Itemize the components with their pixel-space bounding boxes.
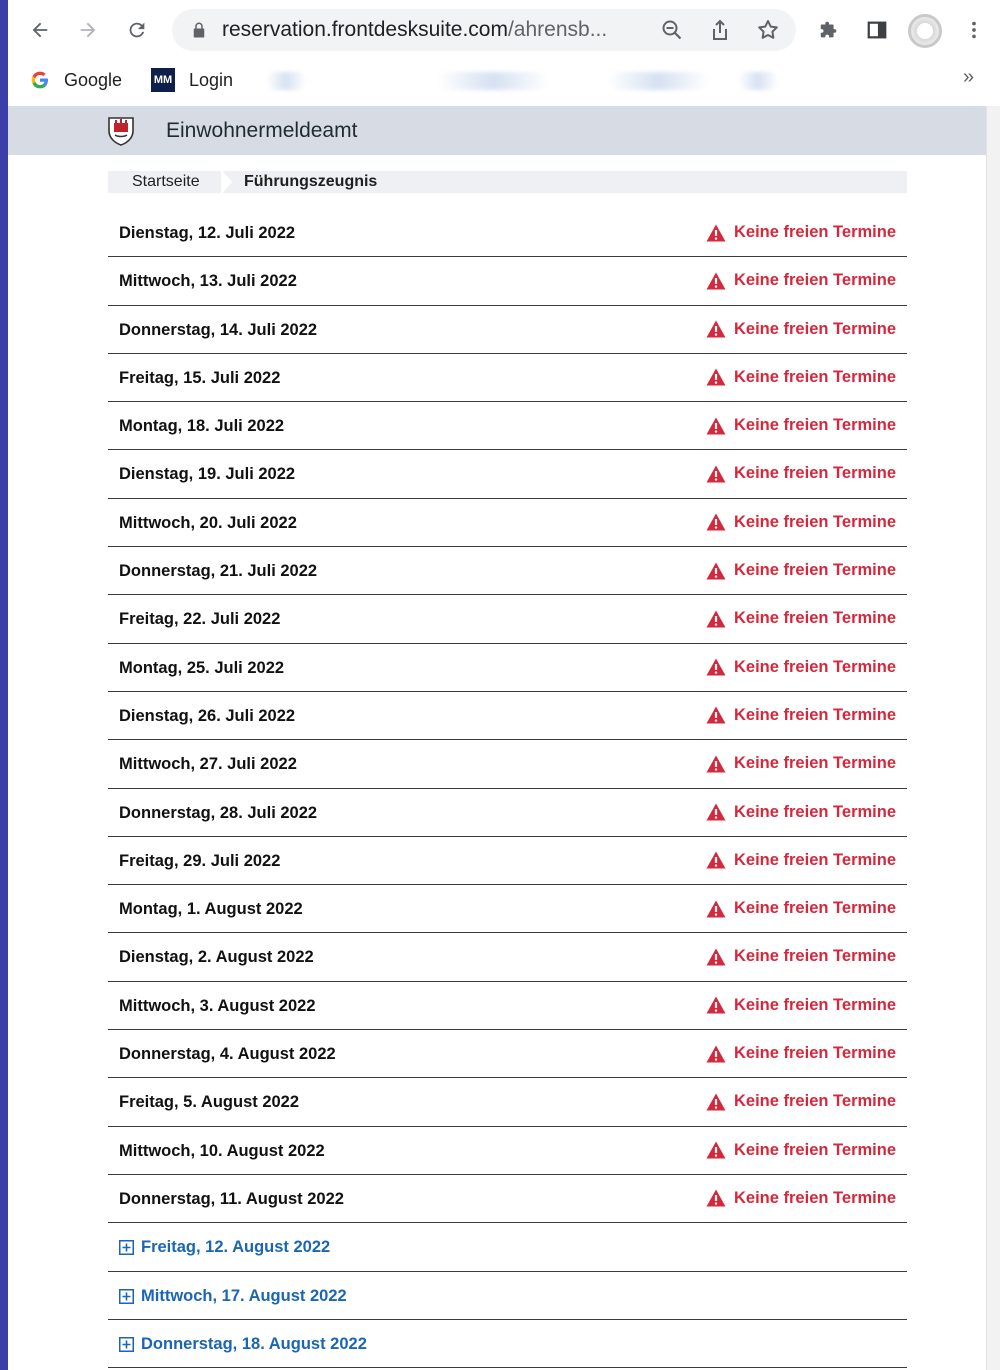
plus-square-icon bbox=[119, 1337, 134, 1352]
plus-square-icon bbox=[119, 1289, 134, 1304]
day-date-label: Mittwoch, 20. Juli 2022 bbox=[119, 513, 297, 532]
warning-triangle-icon bbox=[706, 948, 726, 966]
no-slots-status bbox=[706, 947, 896, 966]
day-date-label: Freitag, 22. Juli 2022 bbox=[119, 610, 281, 629]
day-row[interactable] bbox=[108, 1320, 907, 1368]
day-date-label: Mittwoch, 13. Juli 2022 bbox=[119, 272, 297, 291]
day-row[interactable] bbox=[108, 1272, 907, 1320]
browser-toolbar bbox=[8, 0, 1000, 60]
day-date-label: Donnerstag, 28. Juli 2022 bbox=[119, 803, 318, 822]
day-date-label: Montag, 25. Juli 2022 bbox=[119, 658, 285, 677]
bookmark-login[interactable] bbox=[151, 66, 233, 94]
browser-menu-button[interactable] bbox=[956, 12, 992, 48]
day-row bbox=[108, 789, 907, 837]
breadcrumb-home-link[interactable]: Startseite bbox=[132, 173, 200, 190]
mm-icon: MM bbox=[151, 68, 175, 92]
forward-button[interactable] bbox=[70, 12, 106, 48]
day-date-label: Montag, 18. Juli 2022 bbox=[119, 417, 285, 436]
status-label: Keine freien Termine bbox=[734, 561, 896, 580]
bookmark-google[interactable] bbox=[30, 66, 122, 94]
no-slots-status bbox=[706, 320, 896, 339]
warning-triangle-icon bbox=[706, 1093, 726, 1111]
reload-button[interactable] bbox=[119, 12, 155, 48]
day-date-label: Montag, 1. August 2022 bbox=[119, 900, 303, 919]
browser-chrome bbox=[8, 0, 1000, 106]
no-slots-status bbox=[706, 223, 896, 242]
bookmark-label: Login bbox=[189, 69, 234, 90]
day-date-label: Freitag, 12. August 2022 bbox=[141, 1238, 331, 1257]
lock-icon bbox=[190, 21, 208, 39]
warning-triangle-icon bbox=[706, 224, 726, 242]
status-label: Keine freien Termine bbox=[734, 464, 896, 483]
status-label: Keine freien Termine bbox=[734, 1188, 896, 1207]
no-slots-status bbox=[706, 1189, 896, 1208]
day-date-label: Dienstag, 2. August 2022 bbox=[119, 948, 314, 967]
google-icon bbox=[30, 70, 50, 90]
status-label: Keine freien Termine bbox=[734, 1092, 896, 1111]
warning-triangle-icon bbox=[706, 417, 726, 435]
day-row bbox=[108, 1127, 907, 1175]
coat-of-arms-icon bbox=[106, 115, 136, 147]
warning-triangle-icon bbox=[706, 368, 726, 386]
day-row bbox=[108, 499, 907, 547]
warning-triangle-icon bbox=[706, 706, 726, 724]
status-label: Keine freien Termine bbox=[734, 1044, 896, 1063]
day-row bbox=[108, 595, 907, 643]
status-label: Keine freien Termine bbox=[734, 1140, 896, 1159]
status-label: Keine freien Termine bbox=[734, 416, 896, 435]
day-row bbox=[108, 885, 907, 933]
day-row bbox=[108, 740, 907, 788]
status-label: Keine freien Termine bbox=[734, 754, 896, 773]
day-row bbox=[108, 933, 907, 981]
day-date-label: Dienstag, 12. Juli 2022 bbox=[119, 224, 296, 242]
day-row bbox=[108, 837, 907, 885]
status-label: Keine freien Termine bbox=[734, 367, 896, 386]
day-date-label: Donnerstag, 21. Juli 2022 bbox=[119, 562, 318, 581]
site-title: Einwohnermeldeamt bbox=[166, 119, 358, 142]
day-row bbox=[108, 450, 907, 498]
warning-triangle-icon bbox=[706, 900, 726, 918]
plus-square-icon bbox=[119, 1240, 134, 1255]
day-expand-link[interactable] bbox=[119, 1238, 330, 1257]
star-bookmark-icon[interactable] bbox=[756, 18, 780, 42]
status-label: Keine freien Termine bbox=[734, 705, 896, 724]
no-slots-status bbox=[706, 513, 896, 532]
day-row bbox=[108, 1175, 907, 1223]
no-slots-status bbox=[706, 368, 896, 387]
day-expand-link[interactable] bbox=[119, 1335, 367, 1354]
no-slots-status bbox=[706, 996, 896, 1015]
breadcrumb-current: Führungszeugnis bbox=[244, 173, 378, 190]
day-date-label: Dienstag, 19. Juli 2022 bbox=[119, 465, 296, 484]
warning-triangle-icon bbox=[706, 658, 726, 676]
day-row bbox=[108, 982, 907, 1030]
window-edge bbox=[0, 0, 8, 1370]
day-date-label: Mittwoch, 3. August 2022 bbox=[119, 996, 316, 1015]
day-date-label: Freitag, 5. August 2022 bbox=[119, 1093, 300, 1112]
url-path: /ahrensb... bbox=[507, 18, 608, 41]
warning-triangle-icon bbox=[706, 465, 726, 483]
warning-triangle-icon bbox=[706, 755, 726, 773]
day-date-label: Donnerstag, 14. Juli 2022 bbox=[119, 320, 318, 339]
side-panel-button[interactable] bbox=[859, 12, 895, 48]
warning-triangle-icon bbox=[706, 320, 726, 338]
no-slots-status bbox=[706, 464, 896, 483]
day-date-label: Mittwoch, 10. August 2022 bbox=[119, 1141, 325, 1160]
warning-triangle-icon bbox=[706, 1141, 726, 1159]
no-slots-status bbox=[706, 609, 896, 628]
status-label: Keine freien Termine bbox=[734, 512, 896, 531]
no-slots-status bbox=[706, 658, 896, 677]
status-label: Keine freien Termine bbox=[734, 609, 896, 628]
day-date-label: Mittwoch, 17. August 2022 bbox=[141, 1286, 347, 1305]
puzzle-icon bbox=[818, 19, 840, 41]
warning-triangle-icon bbox=[706, 513, 726, 531]
address-bar[interactable] bbox=[172, 9, 796, 51]
blurred-bookmark bbox=[266, 72, 306, 90]
status-label: Keine freien Termine bbox=[734, 802, 896, 821]
status-label: Keine freien Termine bbox=[734, 850, 896, 869]
warning-triangle-icon bbox=[706, 1045, 726, 1063]
bookmark-label: Google bbox=[64, 69, 123, 90]
blurred-bookmark bbox=[608, 72, 708, 90]
day-row bbox=[108, 1078, 907, 1126]
status-label: Keine freien Termine bbox=[734, 899, 896, 918]
day-row bbox=[108, 209, 907, 257]
breadcrumb-separator bbox=[220, 171, 232, 193]
no-slots-status bbox=[706, 754, 896, 773]
status-label: Keine freien Termine bbox=[734, 947, 896, 966]
day-row bbox=[108, 692, 907, 740]
no-slots-status bbox=[706, 271, 896, 290]
day-date-label: Mittwoch, 27. Juli 2022 bbox=[119, 755, 297, 774]
day-row bbox=[108, 257, 907, 305]
breadcrumb bbox=[108, 171, 907, 193]
extensions-button[interactable] bbox=[811, 12, 847, 48]
bookmarks-overflow-button[interactable]: » bbox=[963, 66, 975, 88]
side-panel-icon bbox=[866, 19, 888, 41]
day-row bbox=[108, 547, 907, 595]
day-expand-link[interactable] bbox=[119, 1287, 347, 1306]
day-date-label: Freitag, 29. Juli 2022 bbox=[119, 851, 281, 870]
no-slots-status bbox=[706, 561, 896, 580]
status-label: Keine freien Termine bbox=[734, 319, 896, 338]
profile-avatar[interactable] bbox=[908, 14, 942, 48]
share-icon[interactable] bbox=[708, 18, 732, 42]
kebab-menu-icon bbox=[963, 19, 985, 41]
day-date-label: Dienstag, 26. Juli 2022 bbox=[119, 706, 296, 725]
zoom-icon[interactable] bbox=[660, 18, 684, 42]
day-date-label: Donnerstag, 11. August 2022 bbox=[119, 1189, 344, 1208]
no-slots-status bbox=[706, 706, 896, 725]
back-arrow-icon bbox=[29, 19, 51, 41]
no-slots-status bbox=[706, 416, 896, 435]
warning-triangle-icon bbox=[706, 851, 726, 869]
forward-arrow-icon bbox=[77, 19, 99, 41]
day-row bbox=[108, 1030, 907, 1078]
blurred-bookmark bbox=[738, 72, 778, 90]
day-row[interactable] bbox=[108, 1223, 907, 1271]
status-label: Keine freien Termine bbox=[734, 995, 896, 1014]
day-row bbox=[108, 306, 907, 354]
reload-icon bbox=[126, 19, 148, 41]
back-button[interactable] bbox=[22, 12, 58, 48]
warning-triangle-icon bbox=[706, 1189, 726, 1207]
warning-triangle-icon bbox=[706, 803, 726, 821]
day-date-label: Donnerstag, 4. August 2022 bbox=[119, 1045, 336, 1064]
day-row bbox=[108, 644, 907, 692]
warning-triangle-icon bbox=[706, 272, 726, 290]
day-row bbox=[108, 402, 907, 450]
day-date-label: Donnerstag, 18. August 2022 bbox=[141, 1334, 367, 1353]
no-slots-status bbox=[706, 851, 896, 870]
day-list bbox=[108, 209, 907, 1368]
warning-triangle-icon bbox=[706, 610, 726, 628]
status-label: Keine freien Termine bbox=[734, 223, 896, 241]
no-slots-status bbox=[706, 1044, 896, 1063]
url-text bbox=[222, 18, 642, 42]
no-slots-status bbox=[706, 1092, 896, 1111]
no-slots-status bbox=[706, 899, 896, 918]
warning-triangle-icon bbox=[706, 562, 726, 580]
no-slots-status bbox=[706, 1141, 896, 1160]
day-row bbox=[108, 354, 907, 402]
site-header bbox=[8, 106, 986, 155]
page-scrollbar[interactable] bbox=[986, 106, 1000, 1370]
status-label: Keine freien Termine bbox=[734, 657, 896, 676]
no-slots-status bbox=[706, 803, 896, 822]
warning-triangle-icon bbox=[706, 996, 726, 1014]
status-label: Keine freien Termine bbox=[734, 271, 896, 290]
day-date-label: Freitag, 15. Juli 2022 bbox=[119, 368, 281, 387]
blurred-bookmark bbox=[438, 72, 548, 90]
url-domain: reservation.frontdesksuite.com bbox=[222, 18, 508, 41]
